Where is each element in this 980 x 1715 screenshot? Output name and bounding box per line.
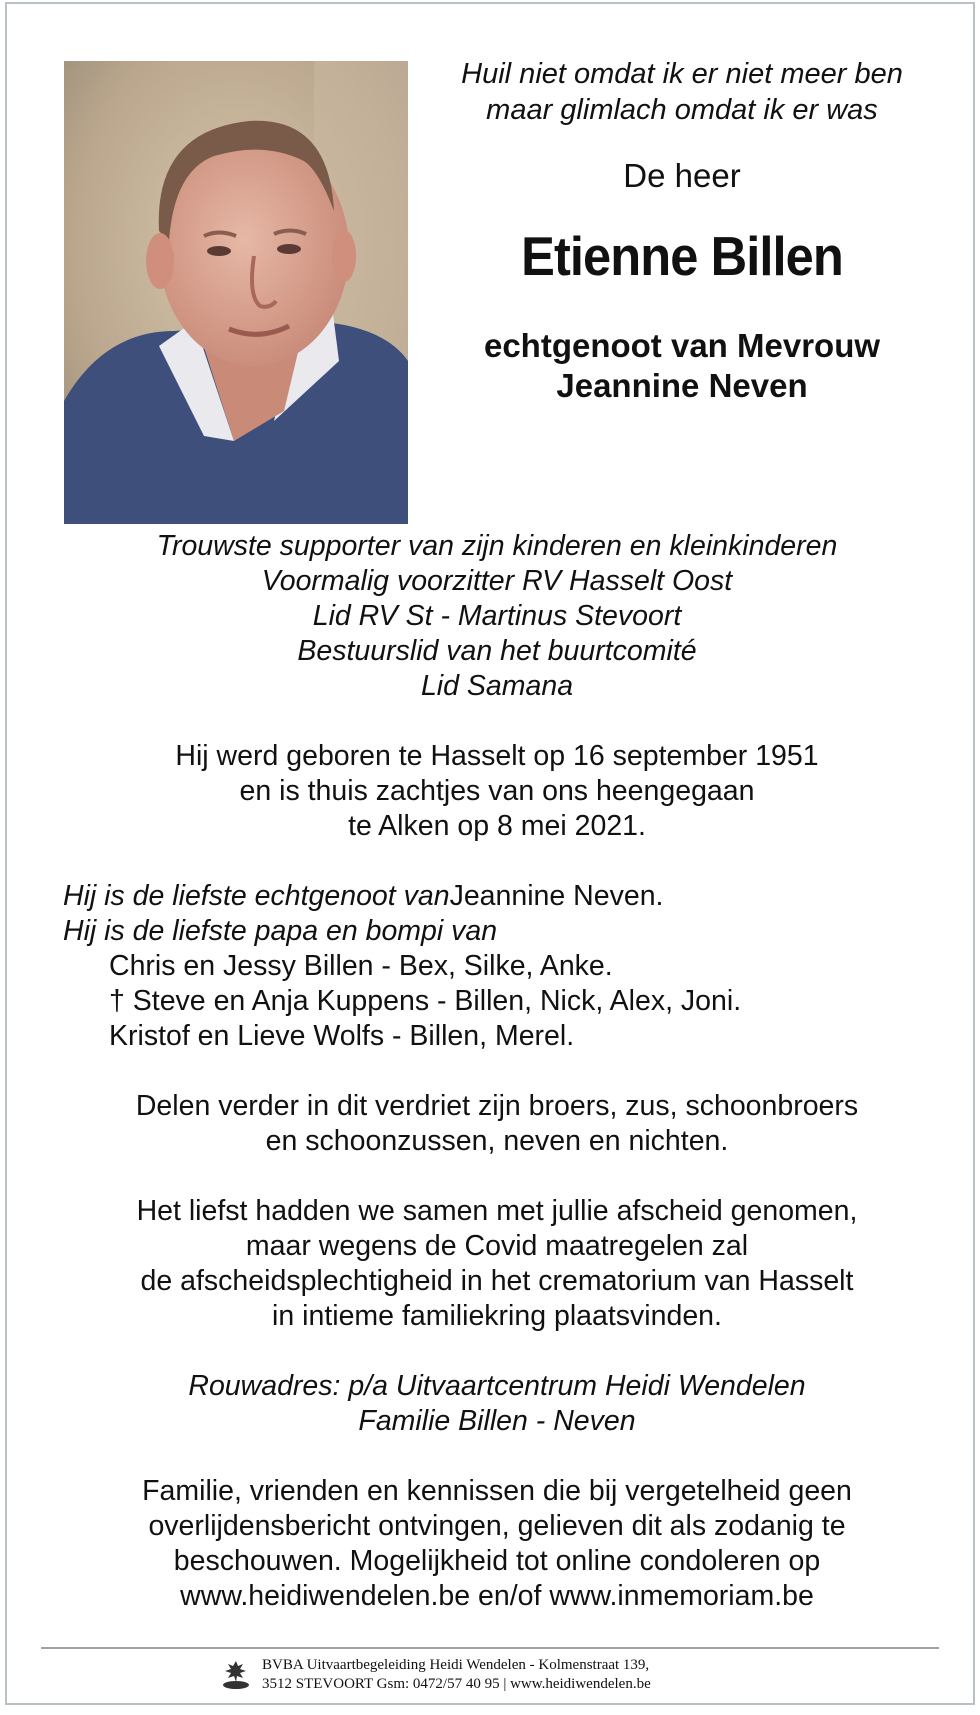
spouse-line	[437, 326, 927, 406]
address-line: Familie Billen - Neven	[358, 1405, 636, 1437]
notice-line: beschouwen. Mogelijkheid tot online condoleren op	[173, 1545, 821, 1577]
quote-line: Huil niet omdat ik er niet meer ben	[461, 58, 903, 90]
role-item: Voormalig voorzitter RV Hasselt Oost	[261, 565, 733, 597]
birth-death-info	[63, 739, 931, 844]
spouse-relation	[63, 879, 931, 914]
family-section	[63, 879, 931, 1054]
grief-line: Delen verder in dit verdriet zijn broers, zus, schoonbroers	[135, 1090, 859, 1122]
address-line: Rouwadres: p/a Uitvaartcentrum Heidi Wendelen	[188, 1370, 806, 1402]
death-line: en is thuis zachtjes van ons heengegaan	[239, 775, 755, 807]
portrait-illustration	[64, 61, 408, 524]
grief-line: en schoonzussen, neven en nichten.	[265, 1125, 729, 1157]
spouse-line-1: echtgenoot van Mevrouw	[483, 327, 881, 364]
notice-section	[63, 1474, 931, 1614]
children-intro: Hij is de liefste papa en bompi van	[63, 915, 498, 947]
spouse-intro: Hij is de liefste echtgenoot van	[63, 880, 450, 912]
funeral-home-info	[262, 1656, 651, 1694]
ceremony-line: in intieme familiekring plaatsvinden.	[272, 1300, 722, 1332]
obituary-card	[5, 2, 975, 1705]
footer-line-2: 3512 STEVOORT Gsm: 0472/57 40 95 | www.heidiwendelen.be	[262, 1676, 651, 1692]
quote-line: maar glimlach omdat ik er was	[486, 94, 878, 126]
spouse-name: Jeannine Neven.	[449, 880, 664, 912]
role-item: Lid Samana	[420, 670, 574, 702]
header-block	[437, 56, 927, 406]
spouse-line-2: Jeannine Neven	[556, 367, 808, 404]
death-place-line: te Alken op 8 mei 2021.	[348, 810, 646, 842]
birth-line: Hij werd geboren te Hasselt op 16 september 1951	[175, 740, 819, 772]
obituary-body	[63, 529, 931, 1614]
footer-divider	[41, 1647, 939, 1649]
notice-line: www.heidiwendelen.be en/of www.inmemoriam.be	[180, 1580, 814, 1612]
salutation: De heer	[623, 157, 741, 194]
role-item: Bestuurslid van het buurtcomité	[297, 635, 697, 667]
memorial-quote	[437, 56, 927, 128]
footer-line-1: BVBA Uitvaartbegeleiding Heidi Wendelen - Kolmenstraat 139,	[262, 1657, 650, 1673]
notice-line: overlijdensbericht ontvingen, gelieven dit als zodanig te	[148, 1510, 846, 1542]
notice-line: Familie, vrienden en kennissen die bij vergetelheid geen	[142, 1475, 852, 1507]
child-family: Kristof en Lieve Wolfs - Billen, Merel.	[109, 1020, 575, 1052]
ceremony-line: maar wegens de Covid maatregelen zal	[245, 1230, 749, 1262]
deceased-name: Etienne Billen	[521, 225, 843, 287]
portrait-photo	[64, 61, 408, 524]
child-family: Chris en Jessy Billen - Bex, Silke, Anke.	[109, 950, 613, 982]
mourning-address	[63, 1369, 931, 1439]
ceremony-line: Het liefst hadden we samen met jullie afscheid genomen,	[136, 1195, 858, 1227]
child-family: † Steve en Anja Kuppens - Billen, Nick, Alex, Joni.	[109, 985, 742, 1017]
funeral-home-logo-icon	[221, 1658, 251, 1695]
grief-section	[63, 1089, 931, 1159]
role-item: Trouwste supporter van zijn kinderen en kleinkinderen	[156, 530, 838, 562]
ceremony-line: de afscheidsplechtigheid in het crematorium van Hasselt	[140, 1265, 854, 1297]
roles-list	[63, 529, 931, 704]
ceremony-section	[63, 1194, 931, 1334]
role-item: Lid RV St - Martinus Stevoort	[312, 600, 682, 632]
